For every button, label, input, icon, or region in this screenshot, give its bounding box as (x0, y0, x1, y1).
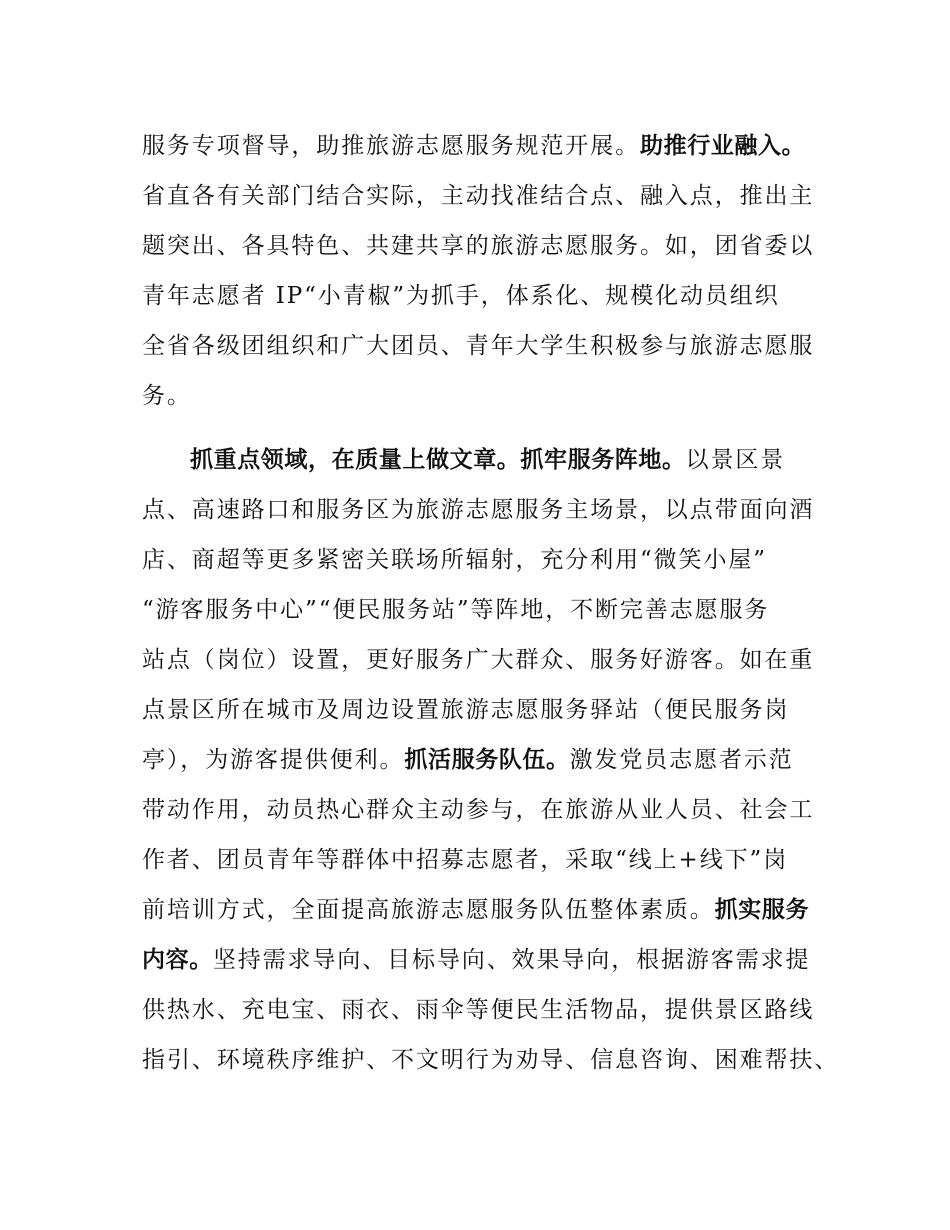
text-line (190, 446, 785, 474)
bold-heading-run: 抓活服务队伍。 (404, 747, 570, 773)
bold-heading-run: 内容。 (142, 947, 213, 973)
text-run: 指引、环境秩序维护、不文明行为劝导、信息咨询、困难帮扶、 (142, 1047, 840, 1073)
bold-heading-run: 抓实服务 (714, 897, 810, 923)
text-run: 带动作用，动员热心群众主动参与，在旅游从业人员、社会工 (142, 797, 815, 823)
text-run: 点景区所在城市及周边设置旅游志愿服务驿站（便民服务岗 (142, 697, 790, 723)
text-line (142, 946, 810, 974)
text-line (142, 796, 814, 824)
text-run: 激发党员志愿者示范 (569, 747, 794, 773)
text-line (142, 746, 794, 774)
text-line (142, 846, 788, 874)
text-line (142, 182, 814, 210)
text-run: 点、高速路口和服务区为旅游志愿服务主场景，以点带面向酒 (142, 497, 815, 523)
text-run: 青年志愿者 IP“小青椒”为抓手，体系化、规模化动员组织 (142, 283, 780, 309)
text-line (142, 382, 192, 410)
text-line (142, 546, 767, 574)
text-run: 供热水、充电宝、雨衣、雨伞等便民生活物品，提供景区路线 (142, 997, 815, 1023)
text-line (142, 596, 769, 624)
text-run: 全省各级团组织和广大团员、青年大学生积极参与旅游志愿服 (142, 333, 815, 359)
text-run: 务。 (142, 383, 192, 409)
text-line (142, 132, 805, 160)
text-line (142, 332, 814, 360)
text-run: 省直各有关部门结合实际，主动找准结合点、融入点，推出主 (142, 183, 815, 209)
text-run: 店、商超等更多紧密关联场所辐射，充分利用“微笑小屋” (142, 547, 767, 573)
text-run: 前培训方式，全面提高旅游志愿服务队伍整体素质。 (142, 897, 715, 923)
text-run: 坚持需求导向、目标导向、效果导向，根据游客需求提 (212, 947, 811, 973)
text-line (142, 646, 814, 674)
bold-heading-run: 助推行业融入。 (640, 133, 806, 159)
text-line (142, 896, 809, 924)
text-run: 站点（岗位）设置，更好服务广大群众、服务好游客。如在重 (142, 647, 815, 673)
bold-heading-run: 抓重点领域，在质量上做文章。抓牢服务阵地。 (190, 447, 686, 473)
text-line (142, 232, 814, 260)
text-line (142, 696, 789, 724)
text-run: 题突出、各具特色、共建共享的旅游志愿服务。如，团省委以 (142, 233, 815, 259)
text-run: 亭），为游客提供便利。 (142, 747, 405, 773)
text-run: 作者、团员青年等群体中招募志愿者，采取“线上+线下”岗 (142, 847, 789, 873)
text-run: 服务专项督导，助推旅游志愿服务规范开展。 (142, 133, 640, 159)
text-run: 以景区景 (685, 447, 786, 473)
text-line (142, 282, 780, 310)
text-line (142, 1046, 839, 1074)
text-line (142, 496, 814, 524)
text-line (142, 996, 814, 1024)
text-run: “游客服务中心”“便民服务站”等阵地，不断完善志愿服务 (142, 597, 770, 623)
